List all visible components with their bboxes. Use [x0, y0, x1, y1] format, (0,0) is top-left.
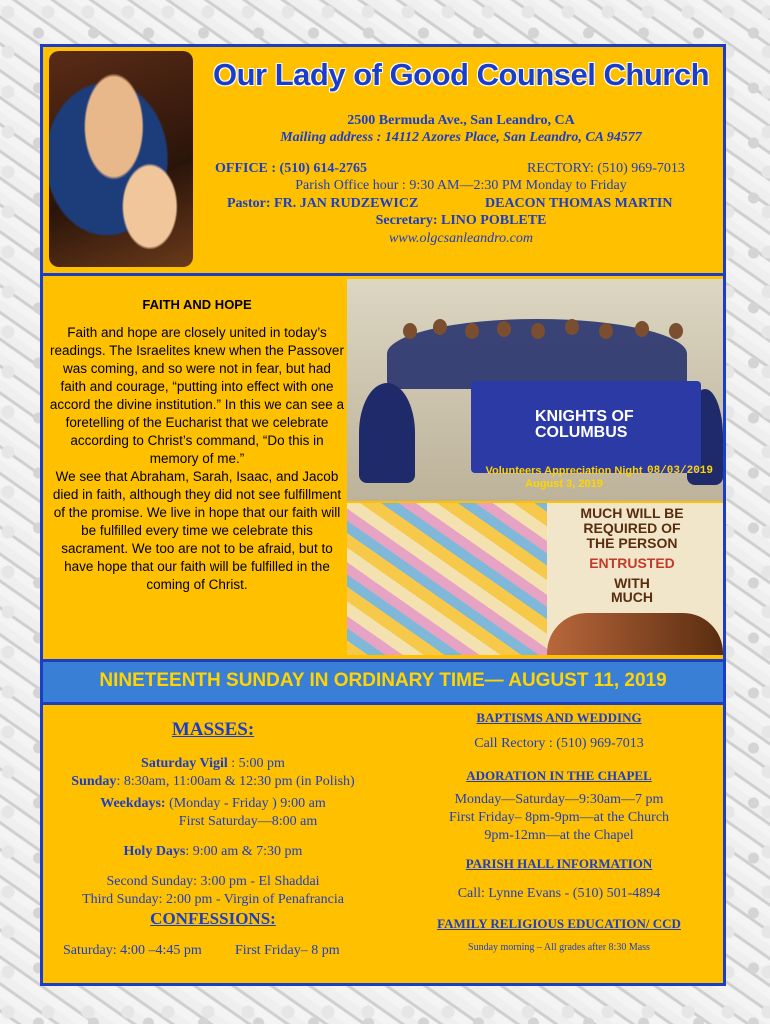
mailing-address: Mailing address : 14112 Azores Place, San Leandro, CA 94577	[280, 130, 642, 145]
parish-hall-heading: PARISH HALL INFORMATION	[465, 856, 653, 871]
holy-days-time: : 9:00 am & 7:30 pm	[185, 844, 303, 859]
photo-timestamp: 08/03/2019	[647, 465, 714, 477]
art-line-1: MUCH WILL BE	[580, 505, 684, 521]
first-saturday: First Saturday—8:00 am	[178, 814, 318, 829]
caption-event: Volunteers Appreciation Night	[485, 465, 643, 477]
weekdays-label: Weekdays:	[100, 796, 166, 811]
sunday-label: Sunday	[71, 774, 117, 789]
art-line-3: THE PERSON	[586, 535, 678, 551]
pastor: Pastor: FR. JAN RUDZEWICZ	[227, 196, 419, 211]
confessions-section	[53, 909, 373, 929]
confession-first-friday: First Friday– 8 pm	[235, 943, 340, 958]
holy-days-label: Holy Days	[123, 844, 186, 859]
liturgical-date-banner: NINETEENTH SUNDAY IN ORDINARY TIME— AUGUST 11, 2019	[43, 659, 723, 705]
deacon: DEACON THOMAS MARTIN	[485, 196, 673, 211]
adoration-heading: ADORATION IN THE CHAPEL	[466, 768, 652, 783]
art-line-4: ENTRUSTED	[589, 555, 675, 571]
confession-saturday: Saturday: 4:00 –4:45 pm	[63, 943, 202, 958]
faith-and-hope-article	[49, 279, 345, 659]
sat-vigil-time: : 5:00 pm	[227, 756, 285, 771]
photo-caption	[475, 465, 653, 491]
masses-schedule	[53, 755, 373, 909]
ccd-heading: FAMILY RELIGIOUS EDUCATION/ CCD	[437, 916, 681, 931]
adoration-weekly: Monday—Saturday—9:30am—7 pm	[454, 792, 664, 807]
bulletin-header	[43, 47, 723, 276]
church-title: Our Lady of Good Counsel Church	[213, 57, 709, 92]
rectory-phone: RECTORY: (510) 969-7013	[527, 161, 685, 176]
parish-hall-contact: Call: Lynne Evans - (510) 501-4894	[457, 886, 661, 901]
secretary: Secretary: LINO POBLETE	[375, 213, 547, 228]
adoration-chapel: 9pm-12mn—at the Chapel	[484, 828, 634, 843]
baptisms-contact: Call Rectory : (510) 969-7013	[474, 736, 644, 751]
second-sunday: Second Sunday: 3:00 pm - El Shaddai	[106, 874, 320, 889]
masses-section	[53, 719, 373, 741]
article-paragraph-2: We see that Abraham, Sarah, Isaac, and Jacob died in faith, although they did not see fulfillment of the promise. We live in hope that our faith will be fulfilled every time we celebrate this sacrament. We too are not to be afraid, but to have hope that our faith will be fulfilled in the coming of Christ.	[52, 469, 342, 592]
sat-vigil-label: Saturday Vigil	[141, 756, 228, 771]
bulletin-page	[40, 44, 726, 986]
scripture-artwork	[347, 503, 723, 655]
services-info	[399, 709, 719, 957]
baptisms-heading: BAPTISMS AND WEDDING	[476, 710, 642, 725]
adoration-first-friday: First Friday– 8pm-9pm—at the Church	[448, 810, 670, 825]
ccd-info: Sunday morning – All grades after 8:30 Mass	[468, 942, 650, 953]
art-line-6: MUCH	[611, 589, 653, 605]
art-line-5: WITH	[614, 575, 650, 591]
caption-date: August 3, 2019	[525, 478, 603, 490]
office-hours: Parish Office hour : 9:30 AM—2:30 PM Monday to Friday	[295, 178, 627, 193]
third-sunday: Third Sunday: 2:00 pm - Virgin of Penafrancia	[82, 892, 344, 907]
confessions-heading: CONFESSIONS:	[150, 909, 276, 928]
madonna-icon-image	[49, 51, 193, 267]
weekdays-time: (Monday - Friday ) 9:00 am	[165, 796, 326, 811]
sunday-times: : 8:30am, 11:00am & 12:30 pm (in Polish)	[116, 774, 355, 789]
article-paragraph-1: Faith and hope are closely united in today’s readings. The Israelites knew when the Passover was coming, and so were not in fear, but had faith and courage, “putting into effect with one accord the divine institution.” In this we can see a foretelling of the Eucharist that we celebrate according to Christ’s command, “Do this in memory of me.”	[49, 325, 345, 466]
banner-text: KNIGHTS OF COLUMBUS	[535, 408, 634, 441]
website-link[interactable]: www.olgcsanleandro.com	[389, 231, 533, 246]
street-address: 2500 Bermuda Ave., San Leandro, CA	[347, 113, 575, 128]
article-heading: FAITH AND HOPE	[142, 297, 252, 312]
art-line-2: REQUIRED OF	[583, 520, 681, 536]
masses-heading: MASSES:	[171, 719, 255, 740]
knights-of-columbus-photo	[347, 279, 723, 501]
office-phone: OFFICE : (510) 614-2765	[215, 161, 368, 176]
